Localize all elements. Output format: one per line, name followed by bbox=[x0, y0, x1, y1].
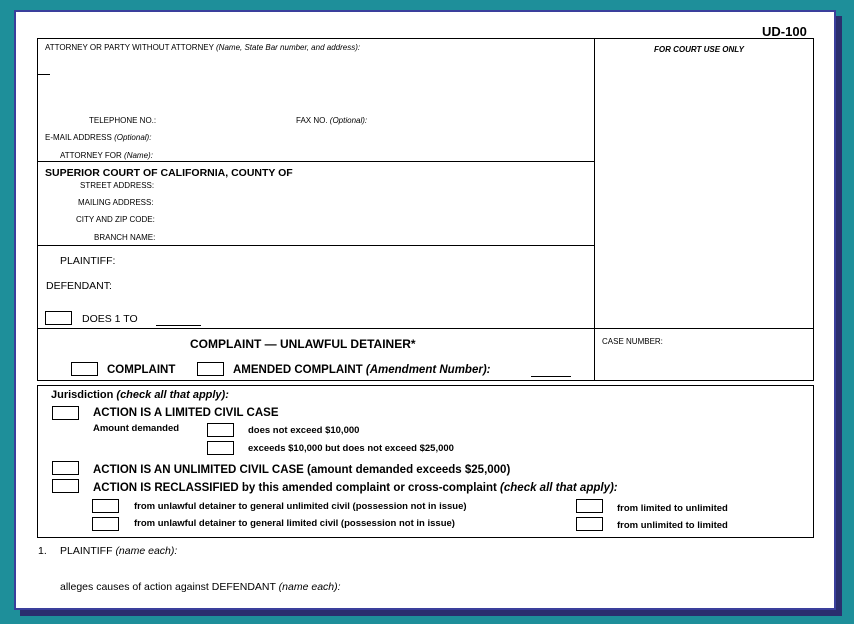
reclassified-label: ACTION IS RECLASSIFIED by this amended complaint or cross-complaint (check all that apply): bbox=[93, 482, 618, 494]
ud-to-unlimited-checkbox[interactable] bbox=[92, 499, 119, 513]
item1-number: 1. bbox=[38, 545, 47, 557]
exceeds-checkbox[interactable] bbox=[207, 441, 234, 455]
limited-case-checkbox[interactable] bbox=[52, 406, 79, 420]
reclassified-checkbox[interactable] bbox=[52, 479, 79, 493]
limited-to-unlimited-label: from limited to unlimited bbox=[617, 503, 728, 514]
amended-complaint-checkbox[interactable] bbox=[197, 362, 224, 376]
attorney-header: ATTORNEY OR PARTY WITHOUT ATTORNEY (Name, State Bar number, and address): bbox=[45, 43, 361, 52]
amended-complaint-label: AMENDED COMPLAINT (Amendment Number): bbox=[233, 364, 491, 376]
unlimited-case-checkbox[interactable] bbox=[52, 461, 79, 475]
plaintiff-label: PLAINTIFF: bbox=[60, 255, 116, 267]
item1-alleges: alleges causes of action against DEFENDANT (name each): bbox=[60, 581, 341, 593]
limited-to-unlimited-checkbox[interactable] bbox=[576, 499, 603, 513]
amendment-number-line[interactable] bbox=[531, 376, 571, 377]
attorney-for-label: ATTORNEY FOR (Name): bbox=[60, 151, 153, 160]
mailing-address-label: MAILING ADDRESS: bbox=[78, 198, 154, 207]
court-title: SUPERIOR COURT OF CALIFORNIA, COUNTY OF bbox=[45, 167, 293, 179]
unlimited-to-limited-label: from unlimited to limited bbox=[617, 520, 728, 531]
does-label: DOES 1 TO bbox=[82, 313, 138, 325]
not-exceed-label: does not exceed $10,000 bbox=[248, 425, 360, 436]
ud-to-unlimited-label: from unlawful detainer to general unlimited civil (possession not in issue) bbox=[134, 501, 467, 512]
branch-name-label: BRANCH NAME: bbox=[94, 233, 156, 242]
ud-to-limited-label: from unlawful detainer to general limited civil (possession not in issue) bbox=[134, 518, 455, 529]
unlimited-to-limited-checkbox[interactable] bbox=[576, 517, 603, 531]
limited-case-label: ACTION IS A LIMITED CIVIL CASE bbox=[93, 407, 279, 419]
exceeds-label: exceeds $10,000 but does not exceed $25,000 bbox=[248, 443, 454, 454]
complaint-title: COMPLAINT — UNLAWFUL DETAINER* bbox=[190, 337, 416, 351]
jurisdiction-header: Jurisdiction (check all that apply): bbox=[51, 389, 229, 401]
street-address-label: STREET ADDRESS: bbox=[80, 181, 155, 190]
court-use-divider bbox=[594, 38, 814, 381]
not-exceed-checkbox[interactable] bbox=[207, 423, 234, 437]
amount-demanded-label: Amount demanded bbox=[93, 423, 180, 434]
item1-plaintiff: PLAINTIFF (name each): bbox=[60, 545, 178, 557]
does-checkbox[interactable] bbox=[45, 311, 72, 325]
ud-to-limited-checkbox[interactable] bbox=[92, 517, 119, 531]
court-use-label: FOR COURT USE ONLY bbox=[654, 45, 744, 54]
form-id: UD-100 bbox=[762, 24, 807, 39]
email-label: E-MAIL ADDRESS (Optional): bbox=[45, 133, 152, 142]
case-number-label: CASE NUMBER: bbox=[602, 337, 663, 346]
telephone-label: TELEPHONE NO.: bbox=[89, 116, 157, 125]
city-zip-label: CITY AND ZIP CODE: bbox=[76, 215, 155, 224]
complaint-label: COMPLAINT bbox=[107, 364, 176, 376]
defendant-label: DEFENDANT: bbox=[46, 280, 112, 292]
does-number-line[interactable] bbox=[156, 325, 201, 326]
complaint-checkbox[interactable] bbox=[71, 362, 98, 376]
fax-label: FAX NO. (Optional): bbox=[296, 116, 368, 125]
form-page bbox=[14, 10, 836, 610]
unlimited-case-label: ACTION IS AN UNLIMITED CIVIL CASE (amount demanded exceeds $25,000) bbox=[93, 464, 511, 476]
